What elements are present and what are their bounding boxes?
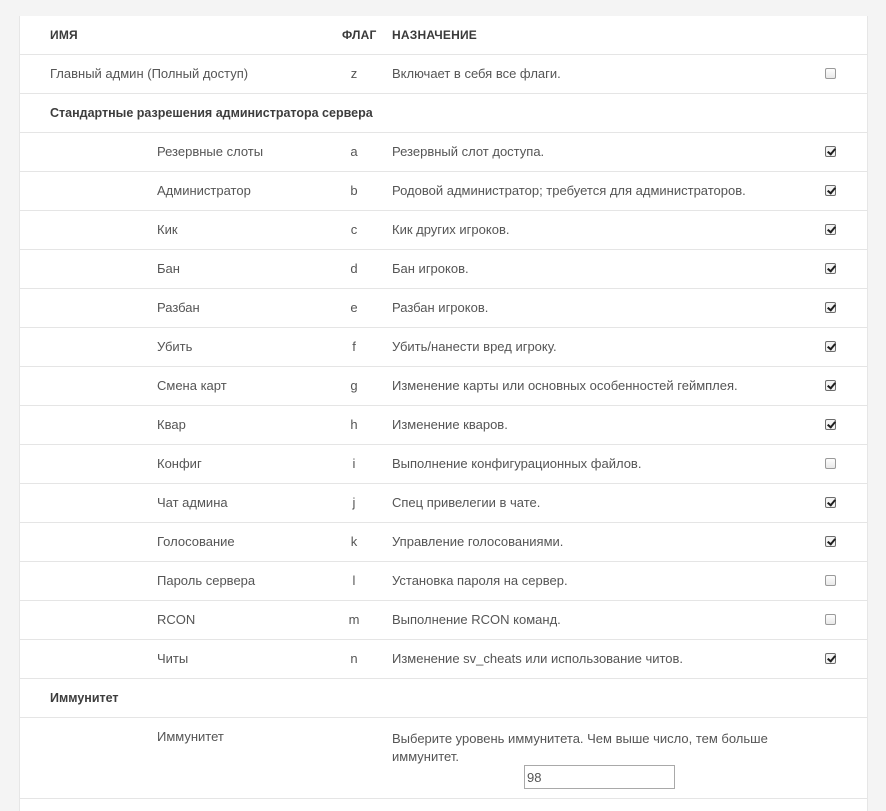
flag-desc: Выполнение конфигурационных файлов.: [392, 456, 642, 471]
immunity-row: [20, 718, 867, 799]
flag-row: [20, 250, 867, 289]
flag-desc: Бан игроков.: [392, 261, 469, 276]
flag-row: [20, 172, 867, 211]
flag-name: RCON: [157, 612, 196, 627]
flag-row: [20, 523, 867, 562]
flag-letter: a: [350, 144, 358, 159]
section-header-standard: [20, 94, 867, 133]
flag-letter: e: [350, 300, 358, 315]
flag-letter: d: [350, 261, 358, 276]
flag-letter: m: [348, 612, 360, 627]
flag-desc: Изменение карты или основных особенностей геймплея.: [392, 378, 738, 393]
flag-letter: i: [352, 456, 356, 471]
flag-letter: h: [350, 417, 358, 432]
flag-desc: Спец привелегии в чате.: [392, 495, 541, 510]
flag-letter: c: [350, 222, 358, 237]
flag-checkbox[interactable]: [825, 575, 836, 586]
flag-checkbox[interactable]: [825, 458, 836, 469]
flag-row: [20, 562, 867, 601]
flag-desc: Изменение sv_cheats или использование читов.: [392, 651, 684, 666]
flag-name: Смена карт: [157, 378, 227, 393]
flag-row: [20, 601, 867, 640]
flag-desc: Выполнение RCON команд.: [392, 612, 561, 627]
flag-name: Читы: [157, 651, 189, 666]
flag-checkbox[interactable]: [825, 380, 836, 391]
flag-desc: Управление голосованиями.: [392, 534, 564, 549]
flag-checkbox[interactable]: [825, 224, 836, 235]
flag-letter: j: [352, 495, 356, 510]
flag-checkbox[interactable]: [825, 146, 836, 157]
flag-checkbox[interactable]: [825, 614, 836, 625]
flag-row: [20, 211, 867, 250]
flag-name: Квар: [157, 417, 186, 432]
section-header-immunity: [20, 679, 867, 718]
flag-row: [20, 133, 867, 172]
flag-checkbox[interactable]: [825, 302, 836, 313]
flag-name: Конфиг: [157, 456, 202, 471]
flag-name: Администратор: [157, 183, 251, 198]
flag-name: Голосование: [157, 534, 235, 549]
immunity-desc: Выберите уровень иммунитета. Чем выше число, тем больше иммунитет.: [392, 731, 768, 764]
flag-letter: l: [352, 573, 356, 588]
flag-row: [20, 640, 867, 679]
immunity-input[interactable]: [524, 765, 675, 789]
flag-row: [20, 328, 867, 367]
flag-row: [20, 289, 867, 328]
flag-checkbox[interactable]: [825, 536, 836, 547]
flag-desc: Убить/нанести вред игроку.: [392, 339, 557, 354]
table-header: [20, 16, 867, 55]
flag-checkbox[interactable]: [825, 263, 836, 274]
flag-letter: b: [350, 183, 358, 198]
flag-desc: Кик других игроков.: [392, 222, 510, 237]
column-header-flag: ФЛАГ: [342, 28, 377, 42]
flag-letter: g: [350, 378, 358, 393]
column-header-purpose: НАЗНАЧЕНИЕ: [392, 28, 477, 42]
flag-row: [20, 406, 867, 445]
flag-desc: Резервный слот доступа.: [392, 144, 545, 159]
root-admin-flag: z: [350, 66, 358, 81]
root-admin-row: [20, 55, 867, 94]
flag-row: [20, 367, 867, 406]
root-admin-desc: Включает в себя все флаги.: [392, 66, 561, 81]
flag-name: Разбан: [157, 300, 200, 315]
flag-letter: n: [350, 651, 358, 666]
flag-name: Пароль сервера: [157, 573, 256, 588]
flag-checkbox[interactable]: [825, 185, 836, 196]
section-title-standard: Стандартные разрешения администратора сервера: [50, 106, 373, 120]
immunity-label: Иммунитет: [157, 729, 224, 744]
flag-desc: Установка пароля на сервер.: [392, 573, 568, 588]
flag-checkbox[interactable]: [825, 497, 836, 508]
flag-row: [20, 484, 867, 523]
root-admin-checkbox[interactable]: [825, 68, 836, 79]
flag-desc: Разбан игроков.: [392, 300, 489, 315]
flag-name: Кик: [157, 222, 178, 237]
flag-checkbox[interactable]: [825, 419, 836, 430]
flag-desc: Родовой администратор; требуется для администраторов.: [392, 183, 746, 198]
flag-desc: Изменение кваров.: [392, 417, 508, 432]
flag-letter: k: [350, 534, 358, 549]
flag-name: Бан: [157, 261, 180, 276]
flag-name: Чат админа: [157, 495, 228, 510]
flag-checkbox[interactable]: [825, 341, 836, 352]
flag-name: Убить: [157, 339, 193, 354]
flag-letter: f: [352, 339, 356, 354]
flag-checkbox[interactable]: [825, 653, 836, 664]
section-title-immunity: Иммунитет: [50, 691, 119, 705]
flag-name: Резервные слоты: [157, 144, 264, 159]
root-admin-label: Главный админ (Полный доступ): [50, 66, 249, 81]
admin-flags-panel: [19, 16, 868, 811]
column-header-name: ИМЯ: [50, 28, 78, 42]
flag-row: [20, 445, 867, 484]
